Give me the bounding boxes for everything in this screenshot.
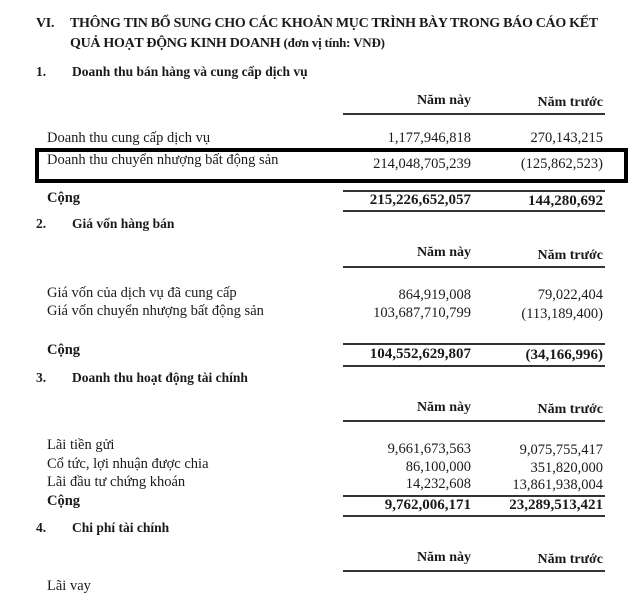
- section-title: Giá vốn hàng bán: [72, 216, 175, 231]
- total-label: Cộng: [47, 342, 81, 358]
- total-value-current: 104,552,629,807: [369, 346, 471, 362]
- section-title: Doanh thu hoạt động tài chính: [72, 370, 248, 385]
- section-number: 2.: [36, 216, 47, 231]
- row-value-current: 864,919,008: [398, 287, 471, 303]
- section-title: Doanh thu bán hàng và cung cấp dịch vụ: [72, 64, 308, 79]
- header-underline: [343, 570, 605, 572]
- total-bottom-rule: [343, 365, 605, 367]
- row-value-previous: 9,075,755,417: [519, 442, 603, 458]
- row-label: Doanh thu cung cấp dịch vụ: [47, 130, 211, 146]
- row-value-current: 214,048,705,239: [373, 156, 471, 172]
- page-title-line1: THÔNG TIN BỔ SUNG CHO CÁC KHOẢN MỤC TRÌNH BÀY TRONG BÁO CÁO KẾT: [70, 16, 598, 31]
- section-number: 1.: [36, 64, 47, 79]
- total-value-previous: 23,289,513,421: [509, 497, 603, 513]
- total-value-current: 215,226,652,057: [369, 192, 471, 208]
- title-line2-text: QUẢ HOẠT ĐỘNG KINH DOANH: [70, 36, 281, 51]
- total-label: Cộng: [47, 190, 81, 206]
- row-value-previous: 270,143,215: [530, 130, 603, 146]
- row-value-previous: 79,022,404: [537, 287, 603, 303]
- total-bottom-rule: [343, 210, 605, 212]
- total-value-previous: 144,280,692: [528, 193, 603, 209]
- section-title: Chi phí tài chính: [72, 520, 170, 535]
- row-label: Doanh thu chuyển nhượng bất động sản: [47, 152, 279, 168]
- column-header-current: Năm này: [416, 400, 471, 415]
- row-value-previous: (113,189,400): [521, 306, 603, 322]
- row-value-current: 103,687,710,799: [373, 305, 471, 321]
- column-header-current: Năm này: [416, 550, 471, 565]
- row-value-current: 1,177,946,818: [387, 130, 471, 146]
- row-label: Cổ tức, lợi nhuận được chia: [47, 456, 209, 472]
- total-value-previous: (34,166,996): [525, 347, 603, 363]
- column-header-previous: Năm trước: [537, 95, 603, 110]
- header-underline: [343, 266, 605, 268]
- column-header-current: Năm này: [416, 93, 471, 108]
- row-value-previous: 351,820,000: [530, 460, 603, 476]
- section-number: 3.: [36, 370, 47, 385]
- row-value-previous: 13,861,938,004: [512, 477, 603, 493]
- row-value-current: 9,661,673,563: [387, 441, 471, 457]
- column-header-current: Năm này: [416, 245, 471, 260]
- total-label: Cộng: [47, 493, 81, 509]
- row-value-current: 86,100,000: [405, 459, 471, 475]
- row-label: Lãi đầu tư chứng khoán: [47, 474, 186, 490]
- unit-note: (đơn vị tính: VNĐ): [283, 35, 385, 50]
- column-header-previous: Năm trước: [537, 248, 603, 263]
- row-label: Lãi tiền gửi: [47, 437, 115, 453]
- section-number: 4.: [36, 520, 47, 535]
- row-label: Giá vốn chuyển nhượng bất động sản: [47, 303, 264, 319]
- section-roman-numeral: VI.: [36, 16, 55, 31]
- column-header-previous: Năm trước: [537, 552, 603, 567]
- highlight-box: [35, 148, 628, 183]
- total-value-current: 9,762,006,171: [384, 497, 471, 513]
- row-label: Lãi vay: [47, 578, 91, 594]
- total-bottom-rule: [343, 515, 605, 517]
- header-underline: [343, 113, 605, 115]
- row-value-current: 14,232,608: [405, 476, 471, 492]
- header-underline: [343, 420, 605, 422]
- page-title-line2: [70, 35, 385, 52]
- row-label: Giá vốn của dịch vụ đã cung cấp: [47, 285, 237, 301]
- total-top-rule: [343, 343, 605, 345]
- row-value-previous: (125,862,523): [520, 156, 603, 172]
- column-header-previous: Năm trước: [537, 402, 603, 417]
